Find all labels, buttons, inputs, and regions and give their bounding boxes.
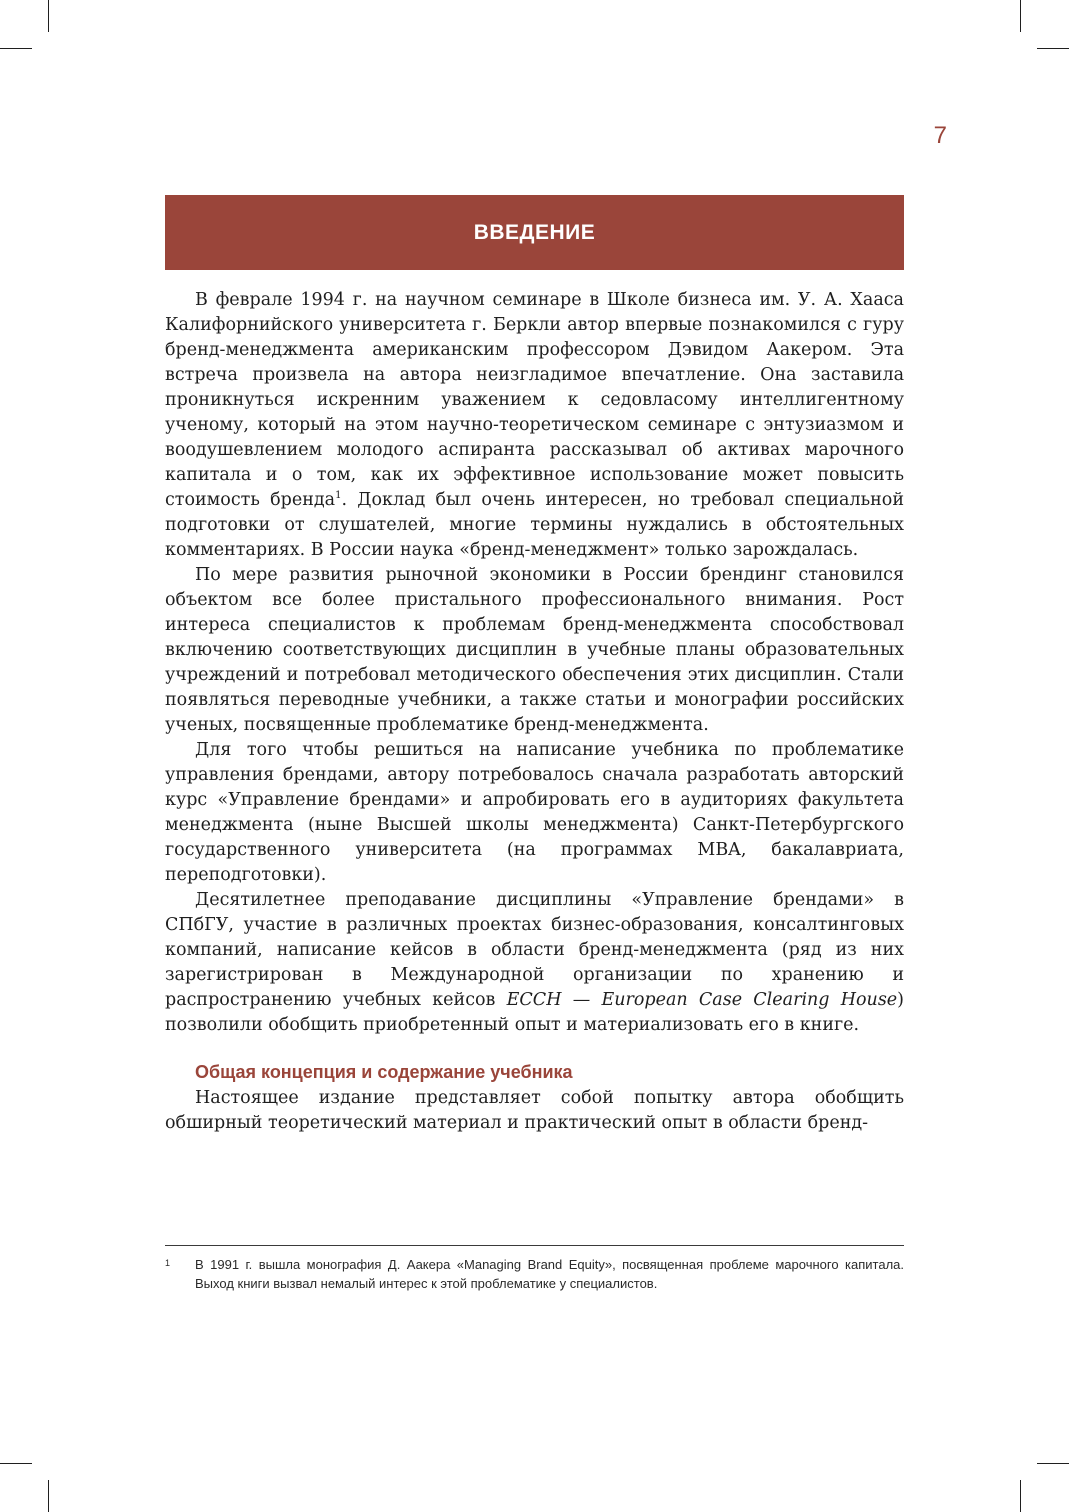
chapter-title: ВВЕДЕНИЕ — [473, 220, 596, 244]
crop-mark — [1037, 1463, 1069, 1464]
footnote — [165, 1255, 904, 1293]
crop-mark — [1020, 1480, 1021, 1512]
crop-mark — [48, 0, 49, 32]
chapter-banner — [165, 195, 904, 270]
section-heading: Общая концепция и содержание учебника — [195, 1062, 573, 1082]
paragraph: Настоящее издание представляет собой попытку автора обобщить обширный теоретический материал и практический опыт в области бренд- — [165, 1088, 904, 1133]
paragraph — [165, 888, 904, 1038]
footnote-divider — [165, 1245, 904, 1246]
paragraph — [165, 288, 904, 563]
body-text — [165, 288, 904, 1136]
paragraph-text: В феврале 1994 г. на научном семинаре в Школе бизнеса им. У. А. Хааса Калифорнийского университета г. Беркли автор впервые познакомился с гуру бренд-менеджмента американским профессором Дэвидом Аакером. Эта встреча произвела на автора неизгладимое впечатление. Она заставила проникнуться искренним уважением к седовласому интеллигентному ученому, который на этом научно-теоретическом семинаре с энтузиазмом и воодушевлением молодого аспиранта рассказывал об активах марочного капитала и о том, как их эффективное использование может повысить стоимость бренда — [165, 290, 904, 510]
footnote-reference[interactable]: 1 — [335, 490, 342, 502]
page-number: 7 — [933, 122, 947, 149]
paragraph-text: ) позволили обобщить приобретенный опыт и материализовать его в книге. — [165, 990, 904, 1035]
paragraph-text: Десятилетнее преподавание дисциплины «Управление брендами» в СПбГУ, участие в различных проектах бизнес-образования, консалтинговых компаний, написание кейсов в области бренд-менеджмента (ряд из них зарегистрирован в Международной организации по хранению и распространению учебных кейсов — [165, 890, 904, 1010]
crop-mark — [0, 1463, 32, 1464]
footnote-number: 1 — [165, 1258, 171, 1268]
crop-mark — [1020, 0, 1021, 32]
paragraph-text: . Доклад был очень интересен, но требовал специальной подготовки от слушателей, многие термины нуждались в обстоятельных комментариях. В России наука «бренд-менеджмент» только зарождалась. — [165, 490, 904, 560]
crop-mark — [48, 1480, 49, 1512]
crop-mark — [0, 48, 32, 49]
crop-mark — [1037, 48, 1069, 49]
paragraph: По мере развития рыночной экономики в России брендинг становился объектом все более пристального профессионального внимания. Рост интереса специалистов к проблемам бренд-менеджмента способствовал включению соответствующих дисциплин в учебные планы образовательных учреждений и потребовал методического обеспечения этих дисциплин. Стали появляться переводные учебники, а также статьи и монографии российских ученых, посвященные проблематике бренд-менеджмента. — [165, 565, 904, 735]
paragraph: Для того чтобы решиться на написание учебника по проблематике управления брендами, автору потребовалось сначала разработать авторский курс «Управление брендами» и апробировать его в аудиториях факультета менеджмента (ныне Высшей школы менеджмента) Санкт-Петербургского государственного университета (на программах MBA, бакалавриата, переподготовки). — [165, 740, 904, 885]
footnote-text: В 1991 г. вышла монография Д. Аакера «Managing Brand Equity», посвященная проблеме марочного капитала. Выход книги вызвал немалый интерес к этой проблематике у специалистов. — [195, 1257, 904, 1291]
italic-term: ECCH — European Case Clearing House — [506, 990, 898, 1010]
